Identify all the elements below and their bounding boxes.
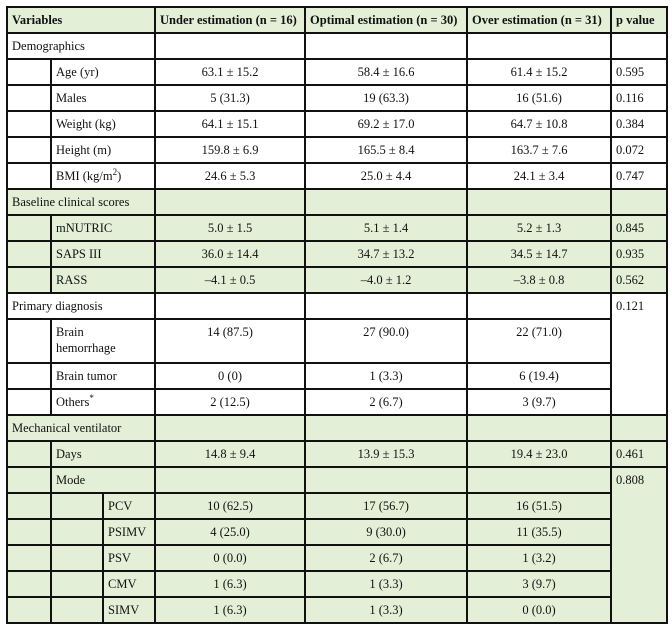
cell-over: 16 (51.6) (467, 85, 611, 111)
cell-over: 3 (9.7) (467, 389, 611, 415)
header-variables: Variables (7, 7, 155, 33)
cell-over: 163.7 ± 7.6 (467, 137, 611, 163)
table-row (7, 319, 667, 363)
cell-under: 1 (6.3) (155, 597, 305, 623)
row-label: Mode (51, 467, 155, 493)
table-row (7, 441, 667, 467)
cell-under: 24.6 ± 5.3 (155, 163, 305, 189)
hemorrhage-label-1: Brain (56, 325, 84, 339)
bmi-label-end: ) (117, 169, 122, 183)
table-row (7, 267, 667, 293)
row-label (51, 319, 155, 363)
header-under: Under estimation (n = 16) (155, 7, 305, 33)
cell-over: 1 (3.2) (467, 545, 611, 571)
bmi-label-sup: 2 (112, 166, 118, 177)
cell-p: 0.562 (611, 267, 667, 293)
cell-optimal: 13.9 ± 15.3 (305, 441, 467, 467)
row-label: Brain tumor (51, 363, 155, 389)
others-label-sup: * (89, 392, 94, 403)
row-label: CMV (103, 571, 155, 597)
cell-optimal: 1 (3.3) (305, 363, 467, 389)
cell-under: 0 (0.0) (155, 545, 305, 571)
table-row (7, 59, 667, 85)
cell-optimal: 19 (63.3) (305, 85, 467, 111)
cell-p: 0.595 (611, 59, 667, 85)
cell-p: 0.121 (611, 293, 667, 415)
section-row (7, 415, 667, 441)
cell-over: 64.7 ± 10.8 (467, 111, 611, 137)
row-label: SIMV (103, 597, 155, 623)
cell-under: 4 (25.0) (155, 519, 305, 545)
others-label: Others (56, 395, 90, 409)
row-label: Age (yr) (51, 59, 155, 85)
cell-optimal: –4.0 ± 1.2 (305, 267, 467, 293)
table-row (7, 241, 667, 267)
section-diagnosis: Primary diagnosis (7, 293, 155, 319)
header-row (7, 7, 667, 33)
cell-over: 6 (19.4) (467, 363, 611, 389)
header-over: Over estimation (n = 31) (467, 7, 611, 33)
hemorrhage-label-2: hemorrhage (56, 341, 116, 355)
row-label: PSIMV (103, 519, 155, 545)
cell-under: 14.8 ± 9.4 (155, 441, 305, 467)
cell-p: 0.072 (611, 137, 667, 163)
cell-under: 5.0 ± 1.5 (155, 215, 305, 241)
cell-optimal: 9 (30.0) (305, 519, 467, 545)
cell-p: 0.384 (611, 111, 667, 137)
table-row (7, 137, 667, 163)
table-row (7, 111, 667, 137)
cell-under: 0 (0) (155, 363, 305, 389)
cell-over: 19.4 ± 23.0 (467, 441, 611, 467)
cell-p: 0.935 (611, 241, 667, 267)
baseline-characteristics-table (6, 6, 668, 624)
cell-p: 0.461 (611, 441, 667, 467)
cell-over: 24.1 ± 3.4 (467, 163, 611, 189)
row-label: PCV (103, 493, 155, 519)
cell-under: 36.0 ± 14.4 (155, 241, 305, 267)
cell-optimal: 69.2 ± 17.0 (305, 111, 467, 137)
row-label: SAPS III (51, 241, 155, 267)
cell-over: 3 (9.7) (467, 571, 611, 597)
row-label: Days (51, 441, 155, 467)
cell-under: 1 (6.3) (155, 571, 305, 597)
table-row (7, 545, 667, 571)
cell-under: 2 (12.5) (155, 389, 305, 415)
cell-optimal: 1 (3.3) (305, 571, 467, 597)
header-optimal: Optimal estimation (n = 30) (305, 7, 467, 33)
cell-over: 16 (51.5) (467, 493, 611, 519)
section-baseline: Baseline clinical scores (7, 189, 155, 215)
table-row (7, 467, 667, 493)
section-ventilator: Mechanical ventilator (7, 415, 155, 441)
cell-under: 5 (31.3) (155, 85, 305, 111)
cell-over: 22 (71.0) (467, 319, 611, 363)
row-label (51, 163, 155, 189)
cell-under: 64.1 ± 15.1 (155, 111, 305, 137)
cell-optimal: 1 (3.3) (305, 597, 467, 623)
cell-optimal: 17 (56.7) (305, 493, 467, 519)
row-label (51, 389, 155, 415)
cell-over: 34.5 ± 14.7 (467, 241, 611, 267)
header-p: p value (611, 7, 667, 33)
section-row (7, 33, 667, 59)
cell-under: –4.1 ± 0.5 (155, 267, 305, 293)
section-row (7, 293, 667, 319)
table-row (7, 85, 667, 111)
cell-optimal: 25.0 ± 4.4 (305, 163, 467, 189)
row-label: Males (51, 85, 155, 111)
cell-under: 63.1 ± 15.2 (155, 59, 305, 85)
table-row (7, 493, 667, 519)
table-row (7, 519, 667, 545)
cell-over: –3.8 ± 0.8 (467, 267, 611, 293)
section-demographics: Demographics (7, 33, 155, 59)
cell-optimal: 27 (90.0) (305, 319, 467, 363)
cell-over: 5.2 ± 1.3 (467, 215, 611, 241)
cell-p: 0.747 (611, 163, 667, 189)
row-label: Height (m) (51, 137, 155, 163)
row-label: Weight (kg) (51, 111, 155, 137)
cell-over: 11 (35.5) (467, 519, 611, 545)
cell-optimal: 5.1 ± 1.4 (305, 215, 467, 241)
table-row (7, 389, 667, 415)
cell-p: 0.808 (611, 467, 667, 623)
cell-optimal: 2 (6.7) (305, 545, 467, 571)
cell-under: 159.8 ± 6.9 (155, 137, 305, 163)
cell-optimal: 165.5 ± 8.4 (305, 137, 467, 163)
row-label: mNUTRIC (51, 215, 155, 241)
cell-optimal: 58.4 ± 16.6 (305, 59, 467, 85)
cell-under: 10 (62.5) (155, 493, 305, 519)
table-row (7, 163, 667, 189)
row-label: PSV (103, 545, 155, 571)
bmi-label: BMI (kg/m (56, 169, 113, 183)
row-label: RASS (51, 267, 155, 293)
cell-over: 0 (0.0) (467, 597, 611, 623)
cell-optimal: 34.7 ± 13.2 (305, 241, 467, 267)
cell-p: 0.845 (611, 215, 667, 241)
table-row (7, 215, 667, 241)
cell-optimal: 2 (6.7) (305, 389, 467, 415)
table-row (7, 363, 667, 389)
cell-p: 0.116 (611, 85, 667, 111)
table-row (7, 597, 667, 623)
cell-under: 14 (87.5) (155, 319, 305, 363)
cell-over: 61.4 ± 15.2 (467, 59, 611, 85)
section-row (7, 189, 667, 215)
table-row (7, 571, 667, 597)
